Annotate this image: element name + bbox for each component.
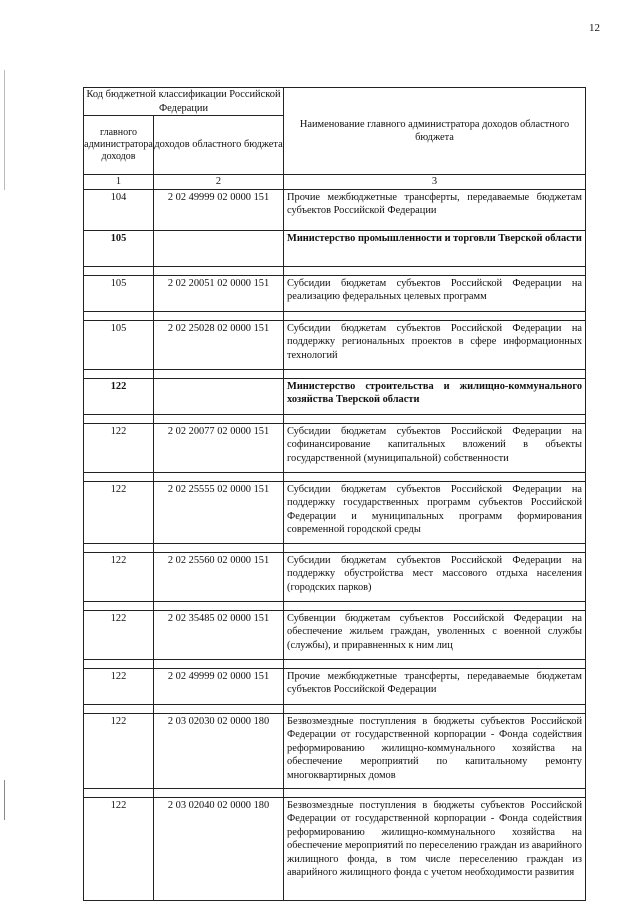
income-code: 2 03 02040 02 0000 180 bbox=[154, 797, 284, 900]
table-row bbox=[84, 610, 586, 659]
income-code: 2 02 35485 02 0000 151 bbox=[154, 610, 284, 659]
page-number: 12 bbox=[589, 22, 600, 34]
header-admin-column: главного администратора доходов bbox=[84, 116, 154, 175]
admin-code: 104 bbox=[84, 189, 154, 222]
income-code: 2 03 02030 02 0000 180 bbox=[154, 713, 284, 788]
income-code: 2 02 49999 02 0000 151 bbox=[154, 668, 284, 704]
admin-code: 122 bbox=[84, 713, 154, 788]
income-code: 2 02 20051 02 0000 151 bbox=[154, 275, 284, 311]
row-name: Прочие межбюджетные трансферты, передаваемые бюджетам субъектов Российской Федерации bbox=[284, 668, 586, 704]
row-name: Субсидии бюджетам субъектов Российской Федерации на реализацию федеральных целевых программ bbox=[284, 275, 586, 311]
row-name: Прочие межбюджетные трансферты, передаваемые бюджетам субъектов Российской Федерации bbox=[284, 189, 586, 222]
scan-artifact bbox=[4, 70, 5, 190]
table-row bbox=[84, 423, 586, 472]
admin-code: 122 bbox=[84, 668, 154, 704]
admin-code: 122 bbox=[84, 552, 154, 601]
income-code: 2 02 25555 02 0000 151 bbox=[154, 481, 284, 543]
table-row bbox=[84, 713, 586, 788]
table-row-ministry bbox=[84, 230, 586, 266]
ministry-name: Министерство строительства и жилищно-коммунального хозяйства Тверской области bbox=[284, 378, 586, 414]
income-code bbox=[154, 230, 284, 266]
column-number-2: 2 bbox=[154, 175, 284, 190]
income-code: 2 02 20077 02 0000 151 bbox=[154, 423, 284, 472]
admin-code: 122 bbox=[84, 423, 154, 472]
row-name: Субвенции бюджетам субъектов Российской Федерации на обеспечение жильем граждан, уволенных с военной службы (службы), и приравненных к ним лиц bbox=[284, 610, 586, 659]
column-numbers-row bbox=[84, 175, 586, 190]
admin-code: 122 bbox=[84, 481, 154, 543]
income-code: 2 02 25028 02 0000 151 bbox=[154, 320, 284, 369]
header-row bbox=[84, 88, 586, 116]
table-row bbox=[84, 552, 586, 601]
row-name: Безвозмездные поступления в бюджеты субъектов Российской Федерации от государственной корпорации - Фонда содействия реформированию жилищно-коммунального хозяйства на обеспечение мероприятий по капитальному ремонту многоквартирных домов bbox=[284, 713, 586, 788]
table-row bbox=[84, 275, 586, 311]
column-number-3: 3 bbox=[284, 175, 586, 190]
admin-code: 105 bbox=[84, 320, 154, 369]
table-row bbox=[84, 481, 586, 543]
income-code: 2 02 25560 02 0000 151 bbox=[154, 552, 284, 601]
header-income-column: доходов областного бюджета bbox=[154, 116, 284, 175]
scan-artifact bbox=[4, 780, 5, 820]
row-name: Безвозмездные поступления в бюджеты субъектов Российской Федерации от государственной корпорации - Фонда содействия реформированию жилищно-коммунального хозяйства на обеспечение мероприятий по переселению граждан из аварийного жилищного фонда, в том числе переселению граждан из аварийного жилищного фонда с учетом необходимости развития bbox=[284, 797, 586, 900]
admin-code: 105 bbox=[84, 275, 154, 311]
header-name-column: Наименование главного администратора доходов областного бюджета bbox=[284, 88, 586, 175]
admin-code: 105 bbox=[84, 230, 154, 266]
table-row bbox=[84, 797, 586, 900]
income-code bbox=[154, 378, 284, 414]
row-name: Субсидии бюджетам субъектов Российской Федерации на поддержку государственных программ субъектов Российской Федерации и муниципальных программ формирования современной городской среды bbox=[284, 481, 586, 543]
row-name: Субсидии бюджетам субъектов Российской Федерации на поддержку обустройства мест массового отдыха населения (городских парков) bbox=[284, 552, 586, 601]
income-code: 2 02 49999 02 0000 151 bbox=[154, 189, 284, 222]
row-name: Субсидии бюджетам субъектов Российской Федерации на софинансирование капитальных вложений в объекты государственной (муниципальной) собственности bbox=[284, 423, 586, 472]
table-row bbox=[84, 320, 586, 369]
budget-classification-table bbox=[83, 87, 586, 901]
table-row bbox=[84, 189, 586, 222]
ministry-name: Министерство промышленности и торговли Тверской области bbox=[284, 230, 586, 266]
table-row bbox=[84, 668, 586, 704]
row-name: Субсидии бюджетам субъектов Российской Федерации на поддержку региональных проектов в сфере информационных технологий bbox=[284, 320, 586, 369]
header-group-title: Код бюджетной классификации Российской Федерации bbox=[84, 88, 284, 116]
admin-code: 122 bbox=[84, 610, 154, 659]
table-row-ministry bbox=[84, 378, 586, 414]
column-number-1: 1 bbox=[84, 175, 154, 190]
admin-code: 122 bbox=[84, 797, 154, 900]
admin-code: 122 bbox=[84, 378, 154, 414]
